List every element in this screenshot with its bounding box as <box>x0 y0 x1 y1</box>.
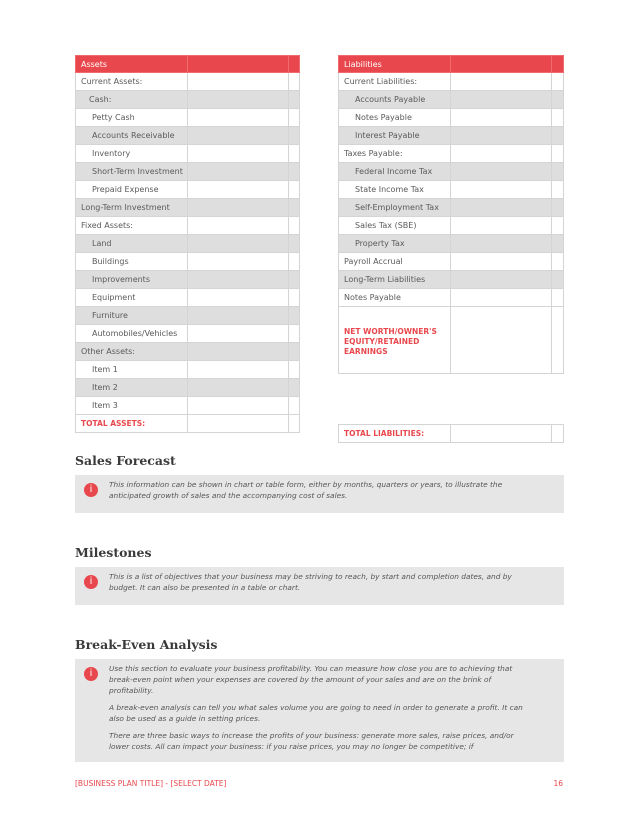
liabilities-header: Liabilities <box>339 56 451 73</box>
row-value-cell[interactable] <box>451 271 552 289</box>
row-label: Short-Term Investment <box>76 163 188 181</box>
table-row <box>339 235 564 253</box>
assets-table-body <box>76 56 300 433</box>
row-label: Other Assets: <box>76 343 188 361</box>
row-value-cell[interactable] <box>552 289 564 307</box>
row-value-cell[interactable] <box>289 397 300 415</box>
table-row <box>339 145 564 163</box>
row-label: Petty Cash <box>76 109 188 127</box>
row-value-cell[interactable] <box>451 163 552 181</box>
row-value-cell[interactable] <box>552 91 564 109</box>
row-value-cell[interactable] <box>552 217 564 235</box>
row-label: Item 3 <box>76 397 188 415</box>
row-value-cell[interactable] <box>552 271 564 289</box>
row-label: Accounts Payable <box>339 91 451 109</box>
note-paragraph: Use this section to evaluate your business profitability. You can measure how close you are to achieving that break-even point when your expenses are covered by the amount of your sales and are on the brink of profitability. <box>109 664 513 695</box>
table-row <box>76 307 300 325</box>
row-value-cell[interactable] <box>188 199 289 217</box>
row-value-cell[interactable] <box>289 217 300 235</box>
row-label: Accounts Receivable <box>76 127 188 145</box>
spacer-row <box>339 374 564 392</box>
table-row <box>339 73 564 91</box>
row-value-cell[interactable] <box>552 181 564 199</box>
row-value-cell[interactable] <box>552 235 564 253</box>
row-value-cell[interactable] <box>552 199 564 217</box>
sales-forecast-note <box>75 475 564 513</box>
row-label: Equipment <box>76 289 188 307</box>
row-value-cell[interactable] <box>188 271 289 289</box>
row-value-cell[interactable] <box>451 217 552 235</box>
row-value-cell[interactable] <box>188 397 289 415</box>
row-value-cell[interactable] <box>188 253 289 271</box>
row-value-cell[interactable] <box>451 289 552 307</box>
row-value-cell[interactable] <box>451 127 552 145</box>
info-icon: i <box>84 483 98 497</box>
liabilities-table <box>338 55 564 443</box>
row-value-cell[interactable] <box>188 379 289 397</box>
row-value-cell[interactable] <box>552 145 564 163</box>
row-value-cell[interactable] <box>451 91 552 109</box>
row-value-cell[interactable] <box>289 415 300 433</box>
row-value-cell[interactable] <box>188 307 289 325</box>
row-value-cell[interactable] <box>451 73 552 91</box>
footer-title: [BUSINESS PLAN TITLE] - [SELECT DATE] <box>75 779 227 788</box>
table-row <box>76 109 300 127</box>
table-row <box>339 253 564 271</box>
row-value-cell[interactable] <box>289 307 300 325</box>
row-value-cell[interactable] <box>451 145 552 163</box>
row-value-cell[interactable] <box>552 163 564 181</box>
row-label: Notes Payable <box>339 289 451 307</box>
row-value-cell[interactable] <box>289 73 300 91</box>
table-row <box>76 325 300 343</box>
row-label: Interest Payable <box>339 127 451 145</box>
row-label: Long-Term Liabilities <box>339 271 451 289</box>
table-row <box>76 163 300 181</box>
info-icon: i <box>84 667 98 681</box>
row-label: Buildings <box>76 253 188 271</box>
row-label: Cash: <box>76 91 188 109</box>
row-value-cell[interactable] <box>552 307 564 374</box>
row-label: Fixed Assets: <box>76 217 188 235</box>
liabilities-table-body <box>339 56 564 443</box>
table-row <box>339 163 564 181</box>
assets-table <box>75 55 300 433</box>
row-value-cell[interactable] <box>552 109 564 127</box>
row-value-cell[interactable] <box>188 361 289 379</box>
row-value-cell[interactable] <box>188 109 289 127</box>
row-value-cell[interactable] <box>552 425 564 443</box>
row-value-cell[interactable] <box>188 415 289 433</box>
table-row <box>76 415 300 433</box>
note-paragraph: A break-even analysis can tell you what sales volume you are going to need in order to generate a profit. It can also be used as a guide in setting prices. <box>109 703 523 723</box>
table-row <box>76 199 300 217</box>
table-row <box>76 145 300 163</box>
row-label: Item 2 <box>76 379 188 397</box>
row-value-cell[interactable] <box>289 145 300 163</box>
table-row <box>76 361 300 379</box>
row-value-cell[interactable] <box>289 235 300 253</box>
row-value-cell[interactable] <box>188 217 289 235</box>
row-value-cell[interactable] <box>188 145 289 163</box>
row-value-cell[interactable] <box>451 109 552 127</box>
row-value-cell[interactable] <box>289 199 300 217</box>
row-value-cell[interactable] <box>188 235 289 253</box>
row-label: Current Assets: <box>76 73 188 91</box>
row-value-cell[interactable] <box>188 181 289 199</box>
table-row <box>76 217 300 235</box>
row-value-cell[interactable] <box>289 271 300 289</box>
table-row <box>76 127 300 145</box>
row-value-cell[interactable] <box>451 235 552 253</box>
table-row <box>76 289 300 307</box>
table-row <box>76 271 300 289</box>
assets-header-row <box>76 56 300 73</box>
row-value-cell[interactable] <box>289 343 300 361</box>
row-value-cell[interactable] <box>552 253 564 271</box>
info-icon: i <box>84 575 98 589</box>
row-value-cell[interactable] <box>552 73 564 91</box>
note-paragraph: There are three basic ways to increase the profits of your business: generate more sales, raise prices, and/or lower costs. All can impact your business: if you raise prices, you may no longer be competitive; if <box>109 731 514 751</box>
row-value-cell[interactable] <box>289 325 300 343</box>
table-row <box>339 271 564 289</box>
row-value-cell[interactable] <box>289 109 300 127</box>
row-value-cell[interactable] <box>188 73 289 91</box>
break-even-note <box>75 659 564 762</box>
row-label: Sales Tax (SBE) <box>339 217 451 235</box>
row-value-cell[interactable] <box>289 361 300 379</box>
row-label: Furniture <box>76 307 188 325</box>
row-value-cell[interactable] <box>451 307 552 374</box>
row-label: Land <box>76 235 188 253</box>
row-label: Current Liabilities: <box>339 73 451 91</box>
milestones-note <box>75 567 564 605</box>
table-row <box>76 91 300 109</box>
table-row <box>339 91 564 109</box>
table-row <box>339 109 564 127</box>
row-label: Prepaid Expense <box>76 181 188 199</box>
row-value-cell[interactable] <box>188 325 289 343</box>
break-even-heading: Break-Even Analysis <box>75 637 218 652</box>
table-row <box>339 181 564 199</box>
row-value-cell[interactable] <box>188 127 289 145</box>
table-row <box>339 425 564 443</box>
net-worth-row <box>339 307 564 374</box>
liabilities-header-row <box>339 56 564 73</box>
table-row <box>76 73 300 91</box>
row-value-cell[interactable] <box>451 181 552 199</box>
spacer-row <box>339 408 564 425</box>
row-value-cell[interactable] <box>289 289 300 307</box>
row-value-cell[interactable] <box>289 127 300 145</box>
note-paragraph: This information can be shown in chart or table form, either by months, quarters or years, to illustrate the anticipated growth of sales and the accompanying cost of sales. <box>109 480 503 500</box>
row-label: Long-Term Investment <box>76 199 188 217</box>
row-value-cell[interactable] <box>552 127 564 145</box>
row-value-cell[interactable] <box>188 289 289 307</box>
row-value-cell[interactable] <box>289 91 300 109</box>
row-value-cell[interactable] <box>451 425 552 443</box>
milestones-heading: Milestones <box>75 545 152 560</box>
table-row <box>76 235 300 253</box>
row-label: NET WORTH/OWNER'S EQUITY/RETAINED EARNINGS <box>339 307 451 374</box>
table-row <box>339 289 564 307</box>
row-label: Federal Income Tax <box>339 163 451 181</box>
row-value-cell[interactable] <box>289 379 300 397</box>
row-label: TOTAL LIABILITIES: <box>339 425 451 443</box>
row-label: Automobiles/Vehicles <box>76 325 188 343</box>
row-label: TOTAL ASSETS: <box>76 415 188 433</box>
table-row <box>339 199 564 217</box>
table-row <box>76 379 300 397</box>
table-row <box>76 181 300 199</box>
row-label: Improvements <box>76 271 188 289</box>
row-label: Notes Payable <box>339 109 451 127</box>
page-number: 16 <box>553 779 563 788</box>
table-row <box>76 343 300 361</box>
table-row <box>76 397 300 415</box>
note-paragraph: This is a list of objectives that your business may be striving to reach, by start and completion dates, and by budget. It can also be presented in a table or chart. <box>109 572 512 592</box>
table-row <box>339 217 564 235</box>
row-value-cell[interactable] <box>289 163 300 181</box>
row-label: State Income Tax <box>339 181 451 199</box>
row-label: Self-Employment Tax <box>339 199 451 217</box>
row-label: Property Tax <box>339 235 451 253</box>
assets-header: Assets <box>76 56 188 73</box>
row-label: Payroll Accrual <box>339 253 451 271</box>
row-value-cell[interactable] <box>451 199 552 217</box>
row-value-cell[interactable] <box>289 181 300 199</box>
table-row <box>339 127 564 145</box>
row-label: Item 1 <box>76 361 188 379</box>
table-row <box>76 253 300 271</box>
row-value-cell[interactable] <box>188 343 289 361</box>
spacer-row <box>339 391 564 408</box>
row-value-cell[interactable] <box>289 253 300 271</box>
row-label: Taxes Payable: <box>339 145 451 163</box>
row-value-cell[interactable] <box>451 253 552 271</box>
row-value-cell[interactable] <box>188 91 289 109</box>
row-label: Inventory <box>76 145 188 163</box>
row-value-cell[interactable] <box>188 163 289 181</box>
sales-forecast-heading: Sales Forecast <box>75 453 176 468</box>
